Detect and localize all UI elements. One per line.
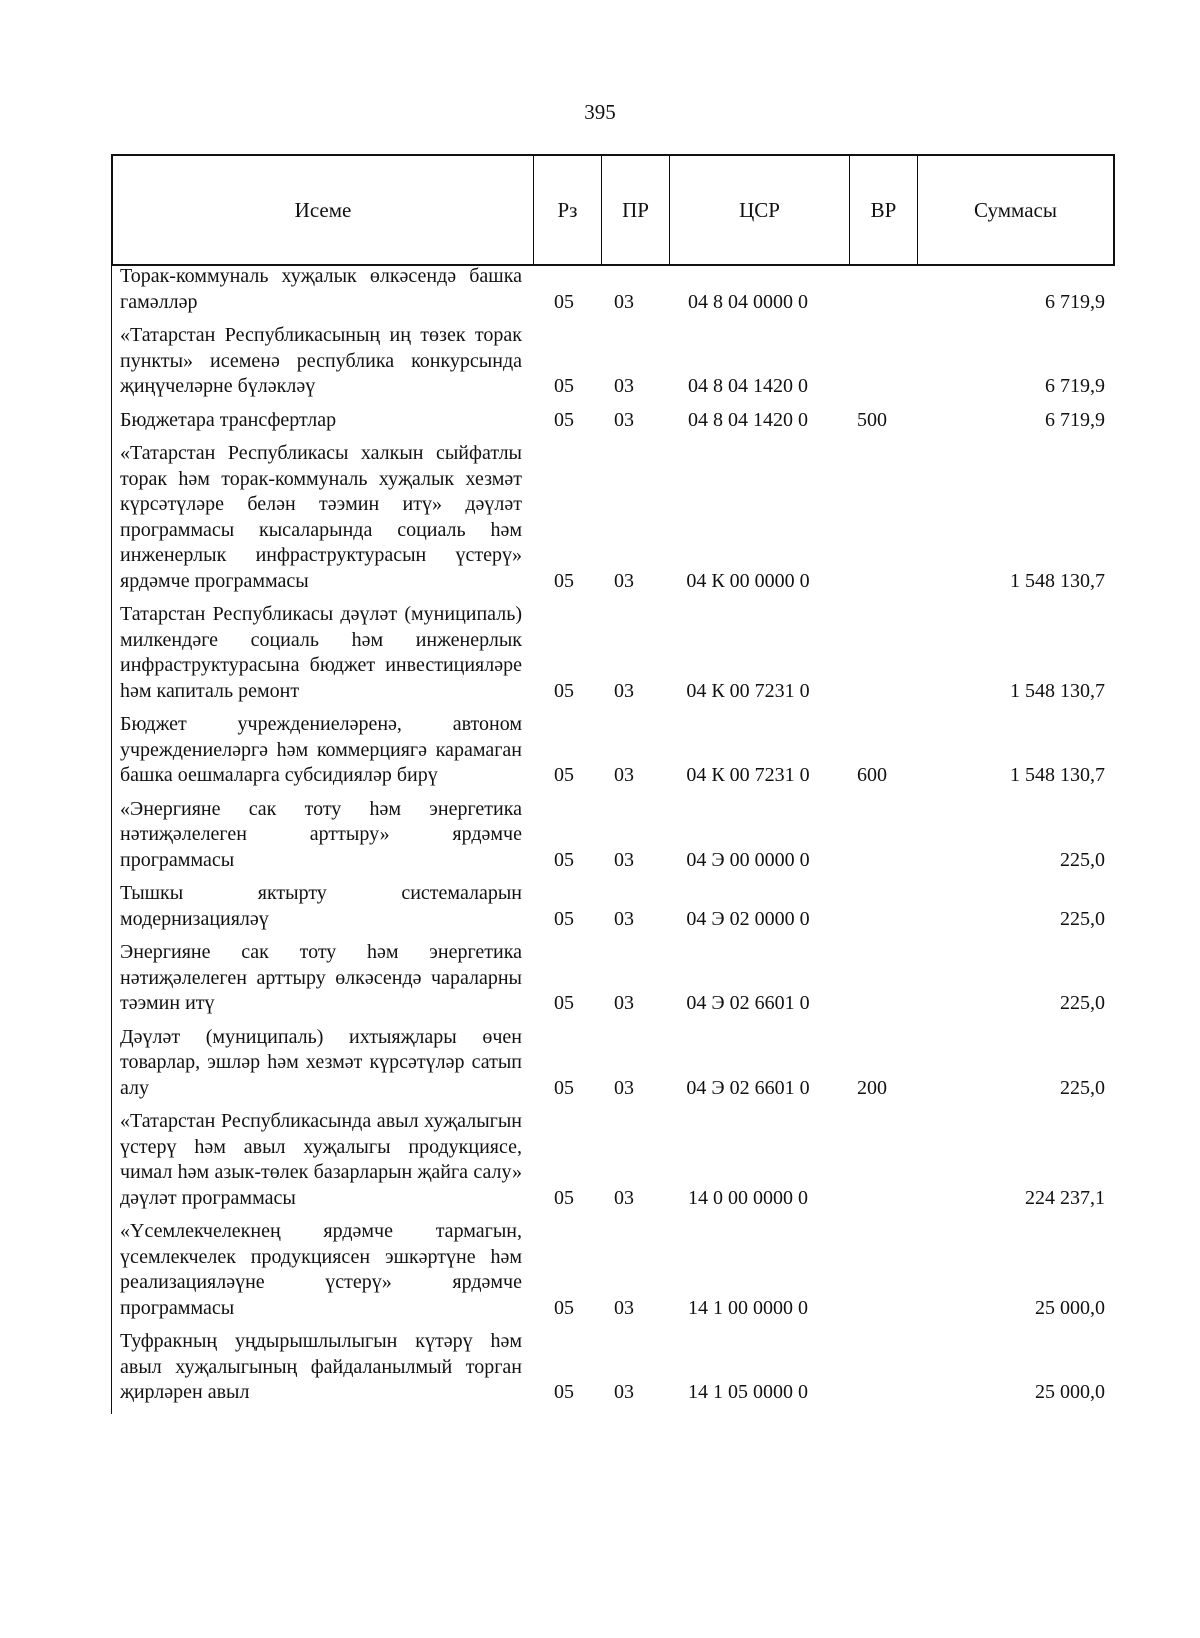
header-pr: ПР <box>602 156 670 264</box>
row-name: Тышкы яктырту системаларын модернизацияләү <box>120 882 522 930</box>
table-row <box>112 408 1115 434</box>
table-row <box>112 602 1115 704</box>
table-row <box>112 441 1115 594</box>
row-pr: 03 <box>614 848 634 871</box>
row-sum: 6 719,9 <box>1045 375 1105 397</box>
row-name: Дәүләт (муниципаль) ихтыяҗлары өчен товарлар, эшләр һәм хезмәт күрсәтүләр сатып алу <box>120 1025 522 1099</box>
row-name: Бюджет учреждениеләренә, автоном учреждениеләргә һәм коммерциягә карамаган башка оешмаларга субсидияләр бирү <box>120 713 522 786</box>
row-pr: 03 <box>614 992 634 1014</box>
row-sum: 225,0 <box>1060 907 1105 930</box>
row-rz: 05 <box>554 375 574 397</box>
row-csr: 14 1 05 0000 0 <box>688 1381 808 1403</box>
row-rz: 05 <box>554 992 574 1014</box>
row-sum: 6 719,9 <box>1045 408 1105 431</box>
row-rz: 05 <box>554 764 574 786</box>
row-rz: 05 <box>554 1381 574 1403</box>
row-pr: 03 <box>614 907 634 930</box>
row-sum: 225,0 <box>1060 992 1105 1014</box>
row-csr: 04 Э 02 6601 0 <box>686 1076 810 1099</box>
row-sum: 225,0 <box>1060 1076 1105 1099</box>
row-csr: 04 8 04 0000 0 <box>688 290 808 313</box>
row-rz: 05 <box>554 290 574 313</box>
table-row <box>112 1219 1115 1321</box>
row-name: Энергияне сак тоту һәм энергетика нәтиҗәлелеген арттыру өлкәсендә чараларны тәэмин итү <box>120 941 522 1014</box>
row-name: Туфракның уңдырышлылыгын күтәрү һәм авыл хуҗалыгының файдаланылмый торган җирләрен авыл <box>120 1330 522 1403</box>
row-csr: 04 Э 02 6601 0 <box>686 992 810 1014</box>
row-vr: 600 <box>857 764 887 786</box>
table-row <box>112 1109 1115 1211</box>
row-rz: 05 <box>554 907 574 930</box>
row-csr: 14 1 00 0000 0 <box>688 1296 808 1319</box>
row-pr: 03 <box>614 1381 634 1403</box>
table-row <box>112 881 1115 932</box>
row-sum: 224 237,1 <box>1025 1186 1105 1209</box>
row-sum: 225,0 <box>1060 848 1105 871</box>
row-pr: 03 <box>614 679 634 702</box>
table-row <box>112 712 1115 789</box>
row-rz: 05 <box>554 408 574 431</box>
row-vr: 500 <box>857 408 887 431</box>
table-row <box>112 940 1115 1017</box>
row-name: «Энергияне сак тоту һәм энергетика нәтиҗәлелеген арттыру» ярдәмче программасы <box>120 797 522 871</box>
row-csr: 14 0 00 0000 0 <box>688 1186 808 1209</box>
row-name: «Үсемлекчелекнең ярдәмче тармагын, үсемлекчелек продукциясен эшкәртүне һәм реализацияләүне үстерү» ярдәмче программасы <box>120 1220 522 1319</box>
row-vr: 200 <box>857 1076 887 1099</box>
row-pr: 03 <box>614 1296 634 1319</box>
row-pr: 03 <box>614 290 634 313</box>
row-rz: 05 <box>554 569 574 592</box>
row-name: Татарстан Республикасы дәүләт (муниципаль) милкендәге социаль һәм инженерлык инфраструктурасына бюджет инвестицияләре һәм капиталь ремонт <box>120 603 522 702</box>
row-csr: 04 8 04 1420 0 <box>688 375 808 397</box>
row-pr: 03 <box>614 1076 634 1099</box>
header-sum: Суммасы <box>974 197 1057 222</box>
row-name: Торак-коммуналь хуҗалык өлкәсендә башка гамәлләр <box>120 265 522 313</box>
row-rz: 05 <box>554 848 574 871</box>
row-csr: 04 Э 00 0000 0 <box>686 848 810 871</box>
table-row <box>112 797 1115 874</box>
row-sum: 25 000,0 <box>1035 1296 1105 1319</box>
row-sum: 1 548 130,7 <box>1010 569 1105 592</box>
row-rz: 05 <box>554 1076 574 1099</box>
table-body <box>111 264 1115 1414</box>
row-name: «Татарстан Республикасы халкын сыйфатлы торак һәм торак-коммуналь хуҗалык хезмәт күрсәтүләре белән тәэмин итү» дәүләт программасы кысаларында социаль һәм инженерлык инфраструктурасын үстерү» ярдәмче программасы <box>120 442 522 592</box>
row-rz: 05 <box>554 679 574 702</box>
header-name: Исеме <box>113 156 534 264</box>
row-csr: 04 Э 02 0000 0 <box>686 907 810 930</box>
row-pr: 03 <box>614 375 634 397</box>
row-csr: 04 К 00 7231 0 <box>686 764 810 786</box>
table-row <box>112 1025 1115 1102</box>
row-pr: 03 <box>614 569 634 592</box>
row-pr: 03 <box>614 408 634 431</box>
header-vr: ВР <box>850 156 918 264</box>
table-row <box>112 1329 1115 1406</box>
row-csr: 04 8 04 1420 0 <box>688 408 808 431</box>
row-sum: 6 719,9 <box>1045 290 1105 313</box>
header-csr: ЦСР <box>670 156 850 264</box>
row-sum: 25 000,0 <box>1035 1381 1105 1403</box>
row-rz: 05 <box>554 1186 574 1209</box>
row-csr: 04 К 00 0000 0 <box>686 569 810 592</box>
row-pr: 03 <box>614 1186 634 1209</box>
page-number: 395 <box>584 100 616 124</box>
row-csr: 04 К 00 7231 0 <box>686 679 810 702</box>
table-row <box>112 264 1115 315</box>
row-sum: 1 548 130,7 <box>1010 679 1105 702</box>
row-rz: 05 <box>554 1296 574 1319</box>
row-pr: 03 <box>614 764 634 786</box>
row-name: «Татарстан Республикасының иң төзек торак пункты» исеменә республика конкурсында җиңүчеләрне бүләкләү <box>120 324 522 397</box>
row-sum: 1 548 130,7 <box>1010 764 1105 786</box>
header-rz: Рз <box>534 156 602 264</box>
table-row <box>112 323 1115 400</box>
table-header <box>111 154 1115 266</box>
row-name: Бюджетара трансфертлар <box>120 408 337 431</box>
row-name: «Татарстан Республикасында авыл хуҗалыгын үстерү һәм авыл хуҗалыгы продукциясе, чимал һәм азык-төлек базарларын җайга салу» дәүләт программасы <box>120 1110 522 1209</box>
